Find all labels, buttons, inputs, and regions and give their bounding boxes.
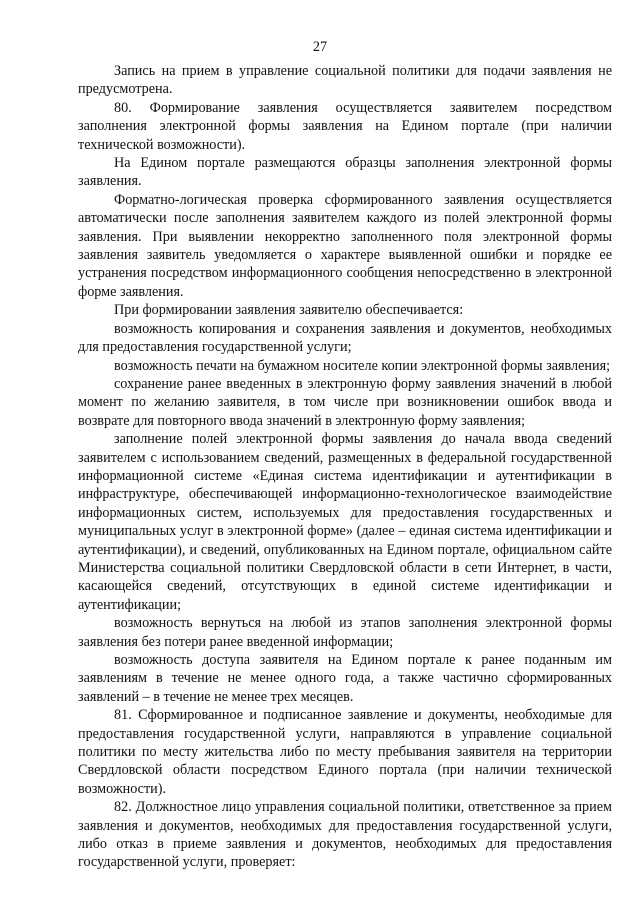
- paragraph: При формировании заявления заявителю обеспечивается:: [114, 302, 464, 319]
- paragraph: 80. Формирование заявления осуществляется заявителем посредством заполнения электронной формы заявления на Едином портале (при наличии технической возможности).: [78, 99, 612, 153]
- paragraph: 82. Должностное лицо управления социальной политики, ответственное за прием заявления и документов, необходимых для предоставления государственной услуги, либо отказ в приеме заявления и документов, необходимых для предоставления государственной услуги, проверяет:: [78, 799, 612, 871]
- paragraph: На Едином портале размещаются образцы заполнения электронной формы заявления.: [78, 155, 612, 190]
- paragraph: Запись на прием в управление социальной политики для подачи заявления не предусмотрена.: [78, 63, 612, 98]
- paragraph: 81. Сформированное и подписанное заявление и документы, необходимые для предоставления государственной услуги, направляются в управление социальной политики по месту жительства либо по месту пребывания заявителя на территории Свердловской области посредством Единого портала (при наличии технической возможности).: [78, 707, 612, 797]
- document-body: [78, 62, 612, 872]
- paragraph: заполнение полей электронной формы заявления до начала ввода сведений заявителем с использованием сведений, размещенных в федеральной государственной информационной системе «Единая система идентификации и аутентификации в инфраструктуре, обеспечивающей информационно-технологическое взаимодействие информационных систем, используемых для предоставления государственных и муниципальных услуг в электронной форме» (далее – единая система идентификации и аутентификации), и сведений, опубликованных на Едином портале, официальном сайте Министерства социальной политики Свердловской области в сети Интернет, в части, касающейся сведений, отсутствующих в единой системе идентификации и аутентификации;: [78, 431, 612, 613]
- paragraph: возможность доступа заявителя на Едином портале к ранее поданным им заявлениям в течение не менее одного года, а также частично сформированных заявлений – в течение не менее трех месяцев.: [78, 652, 612, 705]
- paragraph: возможность вернуться на любой из этапов заполнения электронной формы заявления без потери ранее введенной информации;: [78, 615, 612, 650]
- paragraph: сохранение ранее введенных в электронную форму заявления значений в любой момент по желанию заявителя, в том числе при возникновении ошибок ввода и возврате для повторного ввода значений в электронную форму заявления;: [78, 375, 612, 429]
- paragraph: Форматно-логическая проверка сформированного заявления осуществляется автоматически после заполнения заявителем каждого из полей электронной формы заявления. При выявлении некорректно заполненного поля электронной формы заявления заявитель уведомляется о характере выявленной ошибки и порядке ее устранения посредством информационного сообщения непосредственно в электронной форме заявления.: [78, 191, 612, 300]
- page-number: 27: [312, 39, 328, 55]
- paragraph: возможность печати на бумажном носителе копии электронной формы заявления;: [114, 357, 611, 374]
- paragraph: возможность копирования и сохранения заявления и документов, необходимых для предоставления государственной услуги;: [78, 320, 612, 356]
